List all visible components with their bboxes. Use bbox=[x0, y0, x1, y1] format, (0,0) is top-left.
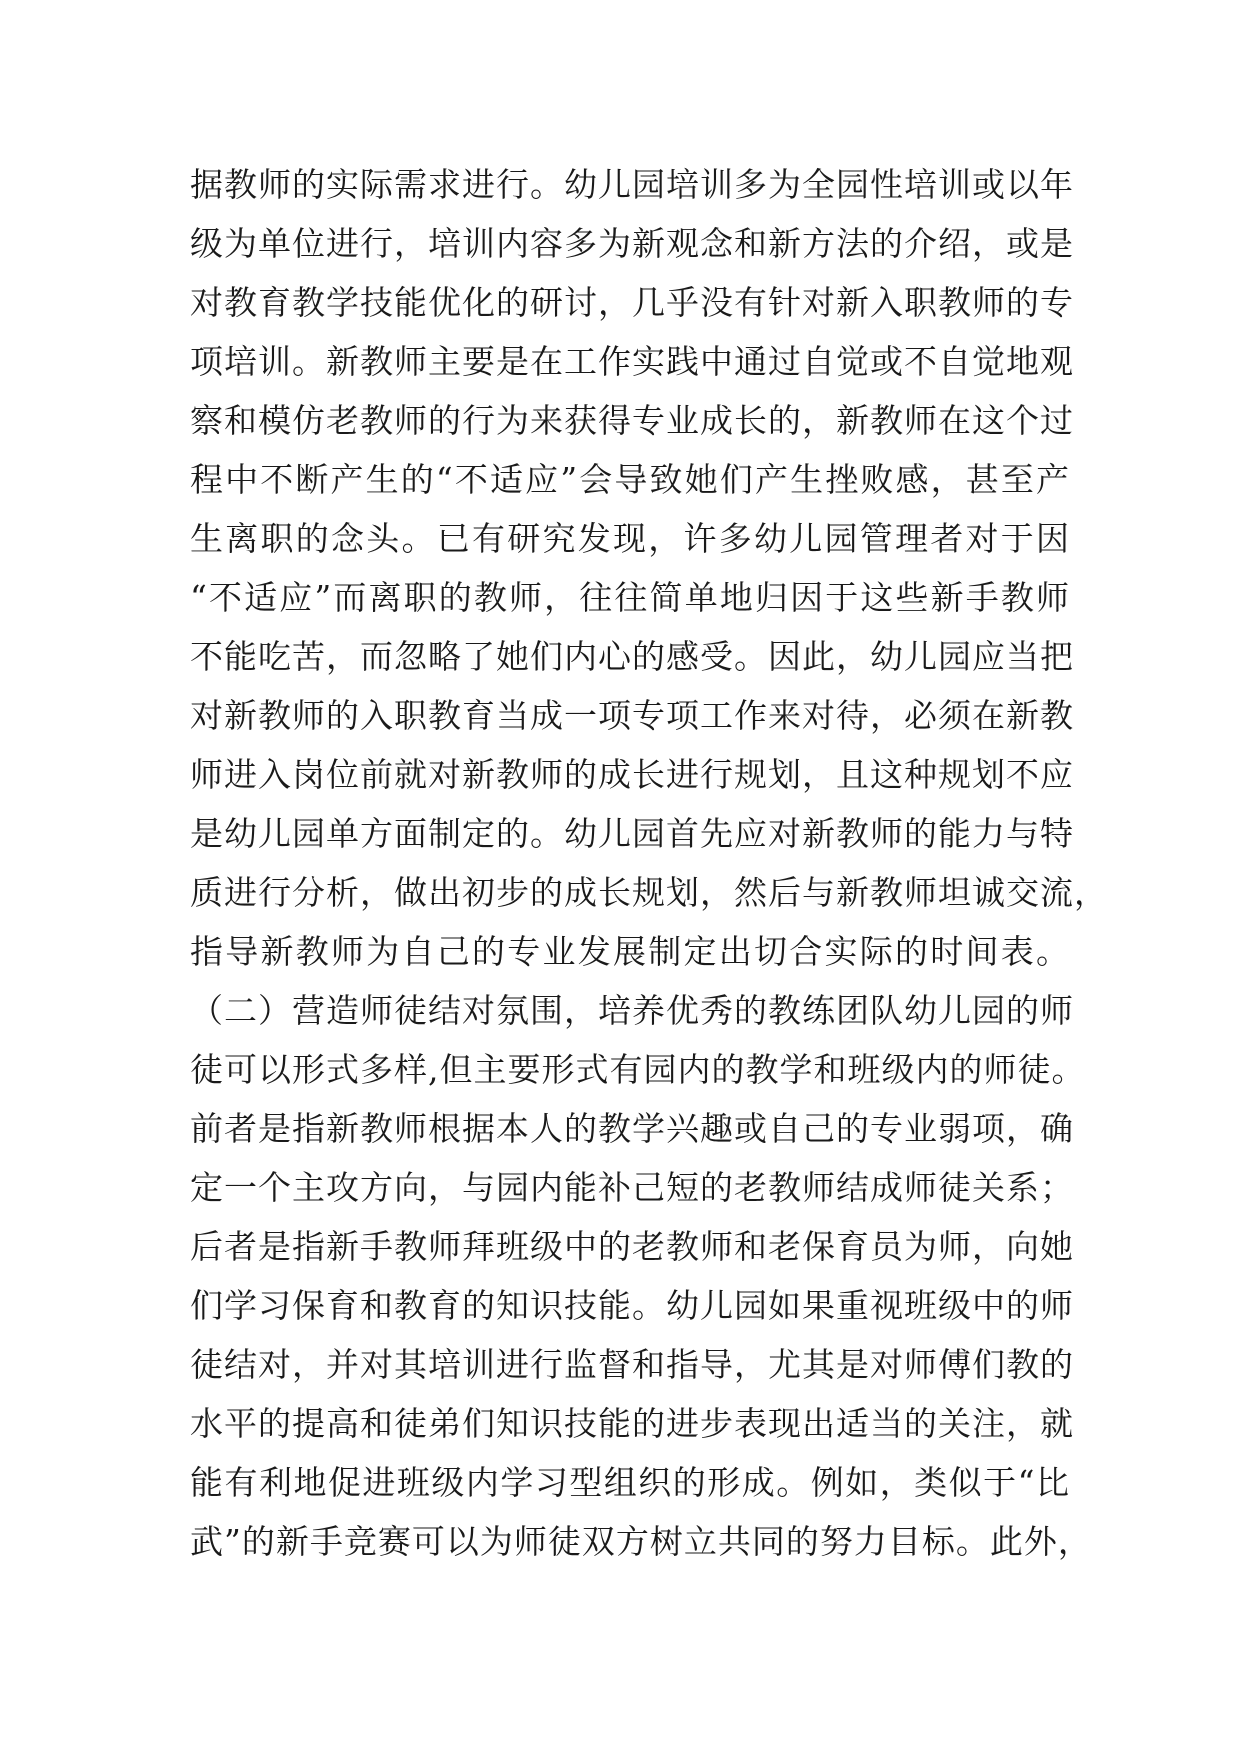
text-line: 对新教师的入职教育当成一项专项工作来对待，必须在新教 bbox=[190, 696, 1074, 735]
text-line: 徒可以形式多样,但主要形式有园内的教学和班级内的师徒。 bbox=[190, 1050, 1086, 1089]
text-line: 项培训。新教师主要是在工作实践中通过自觉或不自觉地观 bbox=[190, 342, 1074, 381]
text-line: “不适应”而离职的教师，往往简单地归因于这些新手教师 bbox=[190, 578, 1070, 617]
text-line: 定一个主攻方向，与园内能补己短的老教师结成师徒关系； bbox=[190, 1168, 1074, 1207]
body-text bbox=[190, 155, 1108, 1571]
text-line: 是幼儿园单方面制定的。幼儿园首先应对新教师的能力与特 bbox=[190, 814, 1074, 853]
text-line: 前者是指新教师根据本人的教学兴趣或自己的专业弱项，确 bbox=[190, 1109, 1074, 1148]
section-heading-line: （二）营造师徒结对氛围，培养优秀的教练团队幼儿园的师 bbox=[190, 991, 1074, 1030]
text-line: 师进入岗位前就对新教师的成长进行规划，且这种规划不应 bbox=[190, 755, 1074, 794]
text-line: 徒结对，并对其培训进行监督和指导，尤其是对师傅们教的 bbox=[190, 1345, 1074, 1384]
text-line: 对教育教学技能优化的研讨，几乎没有针对新入职教师的专 bbox=[190, 283, 1074, 322]
text-line: 们学习保育和教育的知识技能。幼儿园如果重视班级中的师 bbox=[190, 1286, 1074, 1325]
text-line: 质进行分析，做出初步的成长规划，然后与新教师坦诚交流， bbox=[190, 873, 1108, 912]
text-line: 后者是指新手教师拜班级中的老教师和老保育员为师，向她 bbox=[190, 1227, 1074, 1266]
text-line: 能有利地促进班级内学习型组织的形成。例如，类似于“比 bbox=[190, 1463, 1070, 1502]
text-line: 程中不断产生的“不适应”会导致她们产生挫败感，甚至产 bbox=[190, 460, 1070, 499]
text-line: 级为单位进行，培训内容多为新观念和新方法的介绍，或是 bbox=[190, 224, 1074, 263]
text-line: 水平的提高和徒弟们知识技能的进步表现出适当的关注，就 bbox=[190, 1404, 1074, 1443]
text-line: 察和模仿老教师的行为来获得专业成长的，新教师在这个过 bbox=[190, 401, 1074, 440]
text-line: 据教师的实际需求进行。幼儿园培训多为全园性培训或以年 bbox=[190, 165, 1074, 204]
text-line: 不能吃苦，而忽略了她们内心的感受。因此，幼儿园应当把 bbox=[190, 637, 1074, 676]
text-line: 指导新教师为自己的专业发展制定出切合实际的时间表。 bbox=[190, 932, 1070, 971]
text-line: 生离职的念头。已有研究发现，许多幼儿园管理者对于因 bbox=[190, 519, 1070, 558]
text-line: 武”的新手竞赛可以为师徒双方树立共同的努力目标。此外， bbox=[190, 1522, 1092, 1561]
